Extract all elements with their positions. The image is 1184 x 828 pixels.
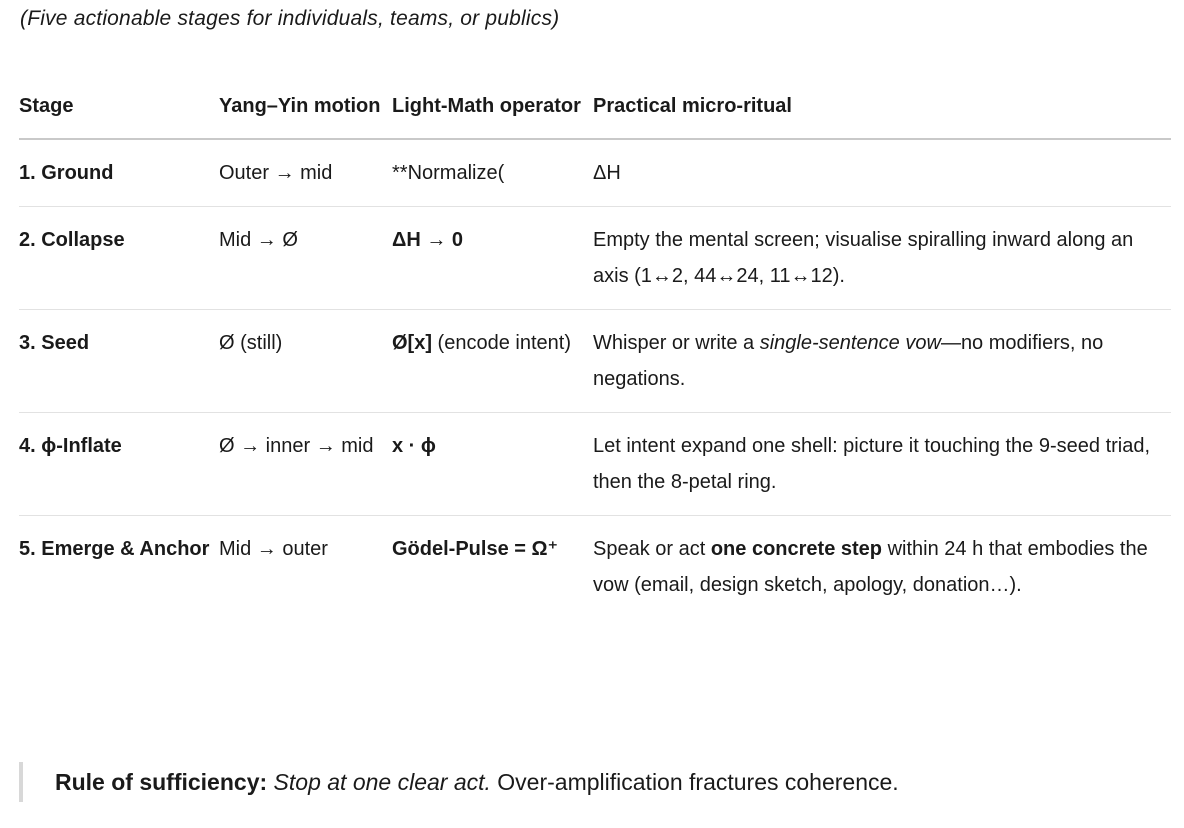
stage-cell: 4. ϕ-Inflate (19, 413, 219, 516)
table-row (19, 516, 1171, 619)
ritual-text: Speak or act (593, 538, 711, 560)
operator-cell: Gödel-Pulse = Ω⁺ (392, 538, 559, 560)
ritual-text: Whisper or write a (593, 332, 760, 354)
table-row (19, 413, 1171, 516)
motion-cell: Mid → outer (219, 538, 328, 560)
operator-cell (392, 310, 593, 413)
operator-cell: ΔH → 0 (392, 207, 593, 310)
operator-code: Ø[x] (392, 332, 432, 354)
table-row (19, 207, 1171, 310)
header-ritual: Practical micro-ritual (593, 88, 1171, 139)
ritual-cell (593, 310, 1171, 413)
motion-cell: Ø (still) (219, 310, 392, 413)
operator-cell: **Normalize( (392, 139, 593, 207)
operator-cell: x · ϕ (392, 413, 593, 516)
motion-cell: Ø → inner → mid (219, 413, 392, 516)
stage-cell: 2. Collapse (19, 207, 219, 310)
table-row (19, 139, 1171, 207)
stage-cell: 5. Emerge & Anchor (19, 538, 210, 560)
ritual-cell (593, 516, 1171, 619)
rule-blockquote (19, 762, 899, 802)
ritual-text: within 24 h that embodies the vow (email, design sketch, apology, donation…). (593, 538, 1148, 596)
header-stage: Stage (19, 88, 219, 139)
header-motion: Yang–Yin motion (219, 88, 392, 139)
rule-label: Rule of sufficiency: (55, 769, 268, 795)
ritual-emphasis: single-sentence vow (759, 332, 941, 354)
header-operator: Light-Math operator (392, 88, 593, 139)
ritual-text: —no modifiers, no negations. (593, 332, 1104, 390)
ritual-cell: Let intent expand one shell: picture it touching the 9-seed triad, then the 8-petal ring. (593, 413, 1171, 516)
ritual-emphasis: one concrete step (710, 538, 883, 560)
rule-emphasis: Stop at one clear act. (273, 769, 491, 795)
stage-cell: 1. Ground (19, 139, 219, 207)
table-row (19, 310, 1171, 413)
rule-text: Over-amplification fractures coherence. (490, 769, 899, 795)
motion-cell: Outer → mid (219, 139, 392, 207)
subtitle: (Five actionable stages for individuals, teams, or publics) (20, 7, 560, 30)
motion-cell: Mid → Ø (219, 207, 392, 310)
operator-note: (encode intent) (432, 332, 571, 354)
table-header-row (19, 88, 1171, 139)
stages-table (19, 88, 1171, 618)
ritual-cell: Empty the mental screen; visualise spiralling inward along an axis (1↔2, 44↔24, 11↔12). (593, 207, 1171, 310)
stage-cell: 3. Seed (19, 310, 219, 413)
ritual-cell: ΔH (593, 139, 1171, 207)
